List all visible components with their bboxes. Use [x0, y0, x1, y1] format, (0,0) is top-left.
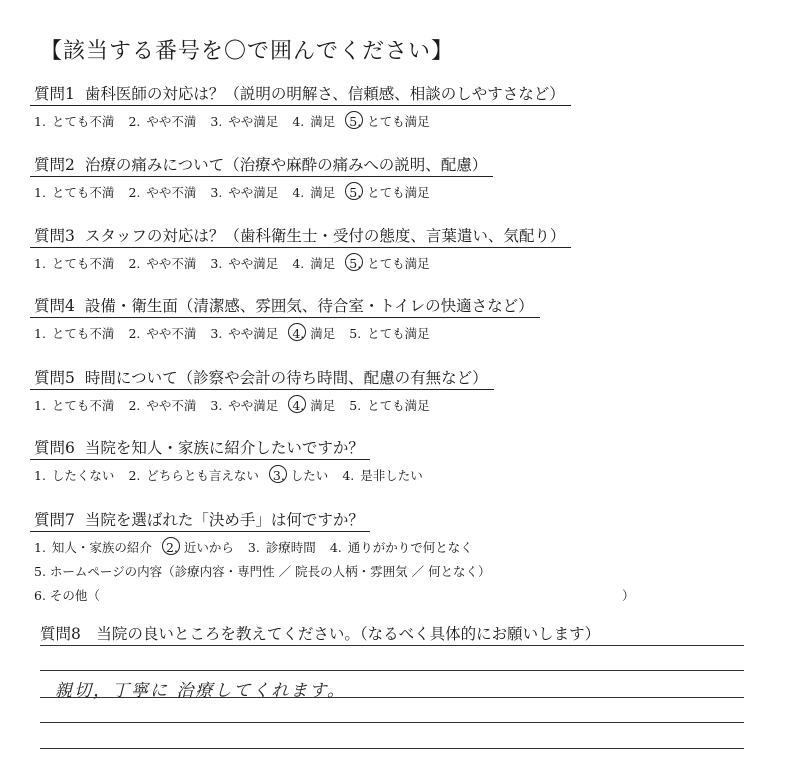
- option-row-2: 5. ホームページの内容（診療内容・専門性 ／ 院長の人柄・雰囲気 ／ 何となく）: [34, 564, 491, 579]
- option-label: やや満足: [228, 256, 279, 271]
- option-label: 満足: [310, 398, 336, 413]
- question-text: 当院を選ばれた「決め手」は何ですか？: [84, 511, 364, 529]
- option[interactable]: [34, 540, 152, 555]
- option[interactable]: [210, 256, 278, 271]
- option-label: やや不満: [146, 398, 197, 413]
- option-number: 1.: [34, 185, 46, 200]
- option-row: [30, 538, 790, 556]
- question-title: [30, 436, 370, 460]
- option-label: やや不満: [146, 326, 197, 341]
- option-label: やや不満: [146, 185, 197, 200]
- option-label: とても不満: [51, 114, 115, 129]
- question-text: 歯科医師の対応は？（説明の明解さ、信頼感、相談のしやすさなど）: [84, 85, 565, 103]
- option[interactable]: [128, 468, 258, 483]
- question-6: [30, 436, 790, 484]
- option-number: 3.: [210, 398, 223, 413]
- option[interactable]: [210, 398, 278, 413]
- question-number: 質問2: [34, 156, 75, 174]
- option-number: 4.: [292, 326, 305, 341]
- option-number: 1.: [34, 326, 46, 341]
- answer-line: [40, 670, 744, 671]
- other-option-label: 6. その他（: [34, 588, 100, 603]
- question-title: [30, 82, 571, 106]
- option-label: 診療時間: [265, 540, 316, 555]
- option-label: やや不満: [146, 114, 197, 129]
- option-number: 1.: [34, 256, 46, 271]
- option-number: 3.: [210, 185, 223, 200]
- option-number: 1.: [34, 540, 46, 555]
- option-label: やや満足: [228, 398, 279, 413]
- option-number: 4.: [292, 185, 305, 200]
- option-label: やや不満: [146, 256, 197, 271]
- option[interactable]: [292, 114, 335, 129]
- option-label: とても不満: [51, 256, 115, 271]
- option-label: とても満足: [367, 185, 430, 200]
- option-label: 満足: [310, 185, 336, 200]
- option[interactable]: [34, 185, 114, 200]
- option[interactable]: [128, 114, 196, 129]
- option-row: [30, 183, 790, 201]
- option-number: 4.: [292, 398, 305, 413]
- page-title: 【該当する番号を〇で囲んでください】: [40, 39, 455, 64]
- option-label: やや満足: [228, 185, 279, 200]
- question-text: 設備・衛生面（清潔感、雰囲気、待合室・トイレの快適さなど）: [84, 297, 534, 315]
- option-label: したい: [290, 468, 329, 483]
- option-number: 2.: [128, 114, 141, 129]
- question-number: 質問7: [34, 511, 75, 529]
- question-4: [30, 294, 790, 342]
- option-number: 2.: [128, 398, 141, 413]
- option-number: 3.: [210, 256, 223, 271]
- option-number: 5.: [349, 114, 362, 129]
- option-number: 4.: [292, 114, 305, 129]
- option-row: [30, 324, 790, 342]
- option-row: [30, 254, 790, 272]
- option-label: 知人・家族の紹介: [51, 540, 152, 555]
- option-label: とても不満: [51, 326, 115, 341]
- option-number: 1.: [34, 468, 46, 483]
- option-number: 2.: [128, 468, 141, 483]
- option[interactable]: [128, 326, 196, 341]
- selected-option[interactable]: [292, 326, 335, 341]
- option-row: [30, 466, 790, 484]
- option-number: 2.: [128, 326, 141, 341]
- option[interactable]: [292, 256, 335, 271]
- option-label: 是非したい: [360, 468, 423, 483]
- selected-option[interactable]: [349, 185, 429, 200]
- selected-option[interactable]: [349, 114, 429, 129]
- option-number: 5.: [349, 326, 362, 341]
- option-number: 4.: [292, 256, 305, 271]
- option[interactable]: [342, 468, 422, 483]
- option[interactable]: [128, 398, 196, 413]
- question-title: [30, 153, 493, 177]
- option-label: とても満足: [367, 256, 430, 271]
- option-number: 3.: [210, 326, 223, 341]
- question-2: [30, 153, 790, 201]
- option-label: 満足: [310, 326, 336, 341]
- option[interactable]: [128, 256, 196, 271]
- option-number: 3.: [272, 468, 285, 483]
- option[interactable]: [34, 256, 114, 271]
- option[interactable]: [34, 468, 114, 483]
- option-row: [30, 112, 790, 130]
- option[interactable]: [210, 185, 278, 200]
- question-title: [30, 508, 370, 532]
- option-number: 1.: [34, 114, 46, 129]
- option-label: やや満足: [228, 326, 279, 341]
- option-number: 5.: [349, 185, 362, 200]
- option-number: 1.: [34, 398, 46, 413]
- selected-option[interactable]: [292, 398, 335, 413]
- option-number: 5.: [349, 256, 362, 271]
- option-number: 2.: [128, 256, 141, 271]
- answer-line: [40, 748, 744, 749]
- question-title: [30, 294, 540, 318]
- option-row-3: [30, 586, 790, 604]
- question-text: 時間について（診察や会計の待ち時間、配慮の有無など）: [84, 369, 488, 387]
- option-row: [30, 396, 790, 414]
- question-8-title: 質問8 当院の良いところを教えてください。（なるべく具体的にお願いします）: [40, 625, 601, 643]
- option[interactable]: [210, 114, 278, 129]
- question-7: [30, 508, 790, 604]
- question-text: 当院を知人・家族に紹介したいですか？: [84, 439, 364, 457]
- option[interactable]: [292, 185, 335, 200]
- answer-line: [40, 645, 744, 646]
- option[interactable]: [349, 326, 429, 341]
- selected-option[interactable]: [166, 540, 234, 555]
- option-label: 近いから: [183, 540, 234, 555]
- question-1: [30, 82, 790, 130]
- option-label: とても不満: [51, 185, 115, 200]
- option[interactable]: [248, 540, 316, 555]
- option-label: とても満足: [367, 398, 430, 413]
- option-label: とても不満: [51, 398, 115, 413]
- question-title: [30, 366, 494, 390]
- answer-line: [40, 722, 744, 723]
- option-label: とても満足: [367, 326, 430, 341]
- question-3: [30, 224, 790, 272]
- other-option-close: ）: [622, 588, 635, 603]
- question-number: 質問4: [34, 297, 75, 315]
- option-label: やや満足: [228, 114, 279, 129]
- option-number: 4.: [329, 540, 342, 555]
- question-number: 質問3: [34, 227, 75, 245]
- option-label: したくない: [51, 468, 115, 483]
- selected-option[interactable]: [273, 468, 328, 483]
- option-label: とても満足: [367, 114, 430, 129]
- option[interactable]: [210, 326, 278, 341]
- option-number: 2.: [128, 185, 141, 200]
- option[interactable]: [34, 398, 114, 413]
- option[interactable]: [330, 540, 473, 555]
- option[interactable]: [34, 114, 114, 129]
- option-number: 3.: [210, 114, 223, 129]
- option[interactable]: [128, 185, 196, 200]
- question-title: [30, 224, 571, 248]
- selected-option[interactable]: [349, 256, 429, 271]
- option[interactable]: [34, 326, 114, 341]
- question-number: 質問5: [34, 369, 75, 387]
- option-number: 3.: [247, 540, 260, 555]
- option-number: 4.: [342, 468, 355, 483]
- option-label: 満足: [310, 256, 336, 271]
- question-5: [30, 366, 790, 414]
- option-label: 満足: [310, 114, 336, 129]
- option-label: 通りがかりで何となく: [347, 540, 473, 555]
- question-text: スタッフの対応は？（歯科衛生士・受付の態度、言葉遣い、気配り）: [84, 227, 566, 245]
- option-number: 5.: [349, 398, 362, 413]
- question-number: 質問1: [34, 85, 75, 103]
- handwritten-answer: 親切，丁寧に 治療してくれます。: [55, 681, 347, 701]
- option-label: どちらとも言えない: [146, 468, 259, 483]
- option[interactable]: [349, 398, 429, 413]
- question-text: 治療の痛みについて（治療や麻酔の痛みへの説明、配慮）: [84, 156, 488, 174]
- option-number: 2.: [165, 540, 178, 555]
- question-number: 質問6: [34, 439, 75, 457]
